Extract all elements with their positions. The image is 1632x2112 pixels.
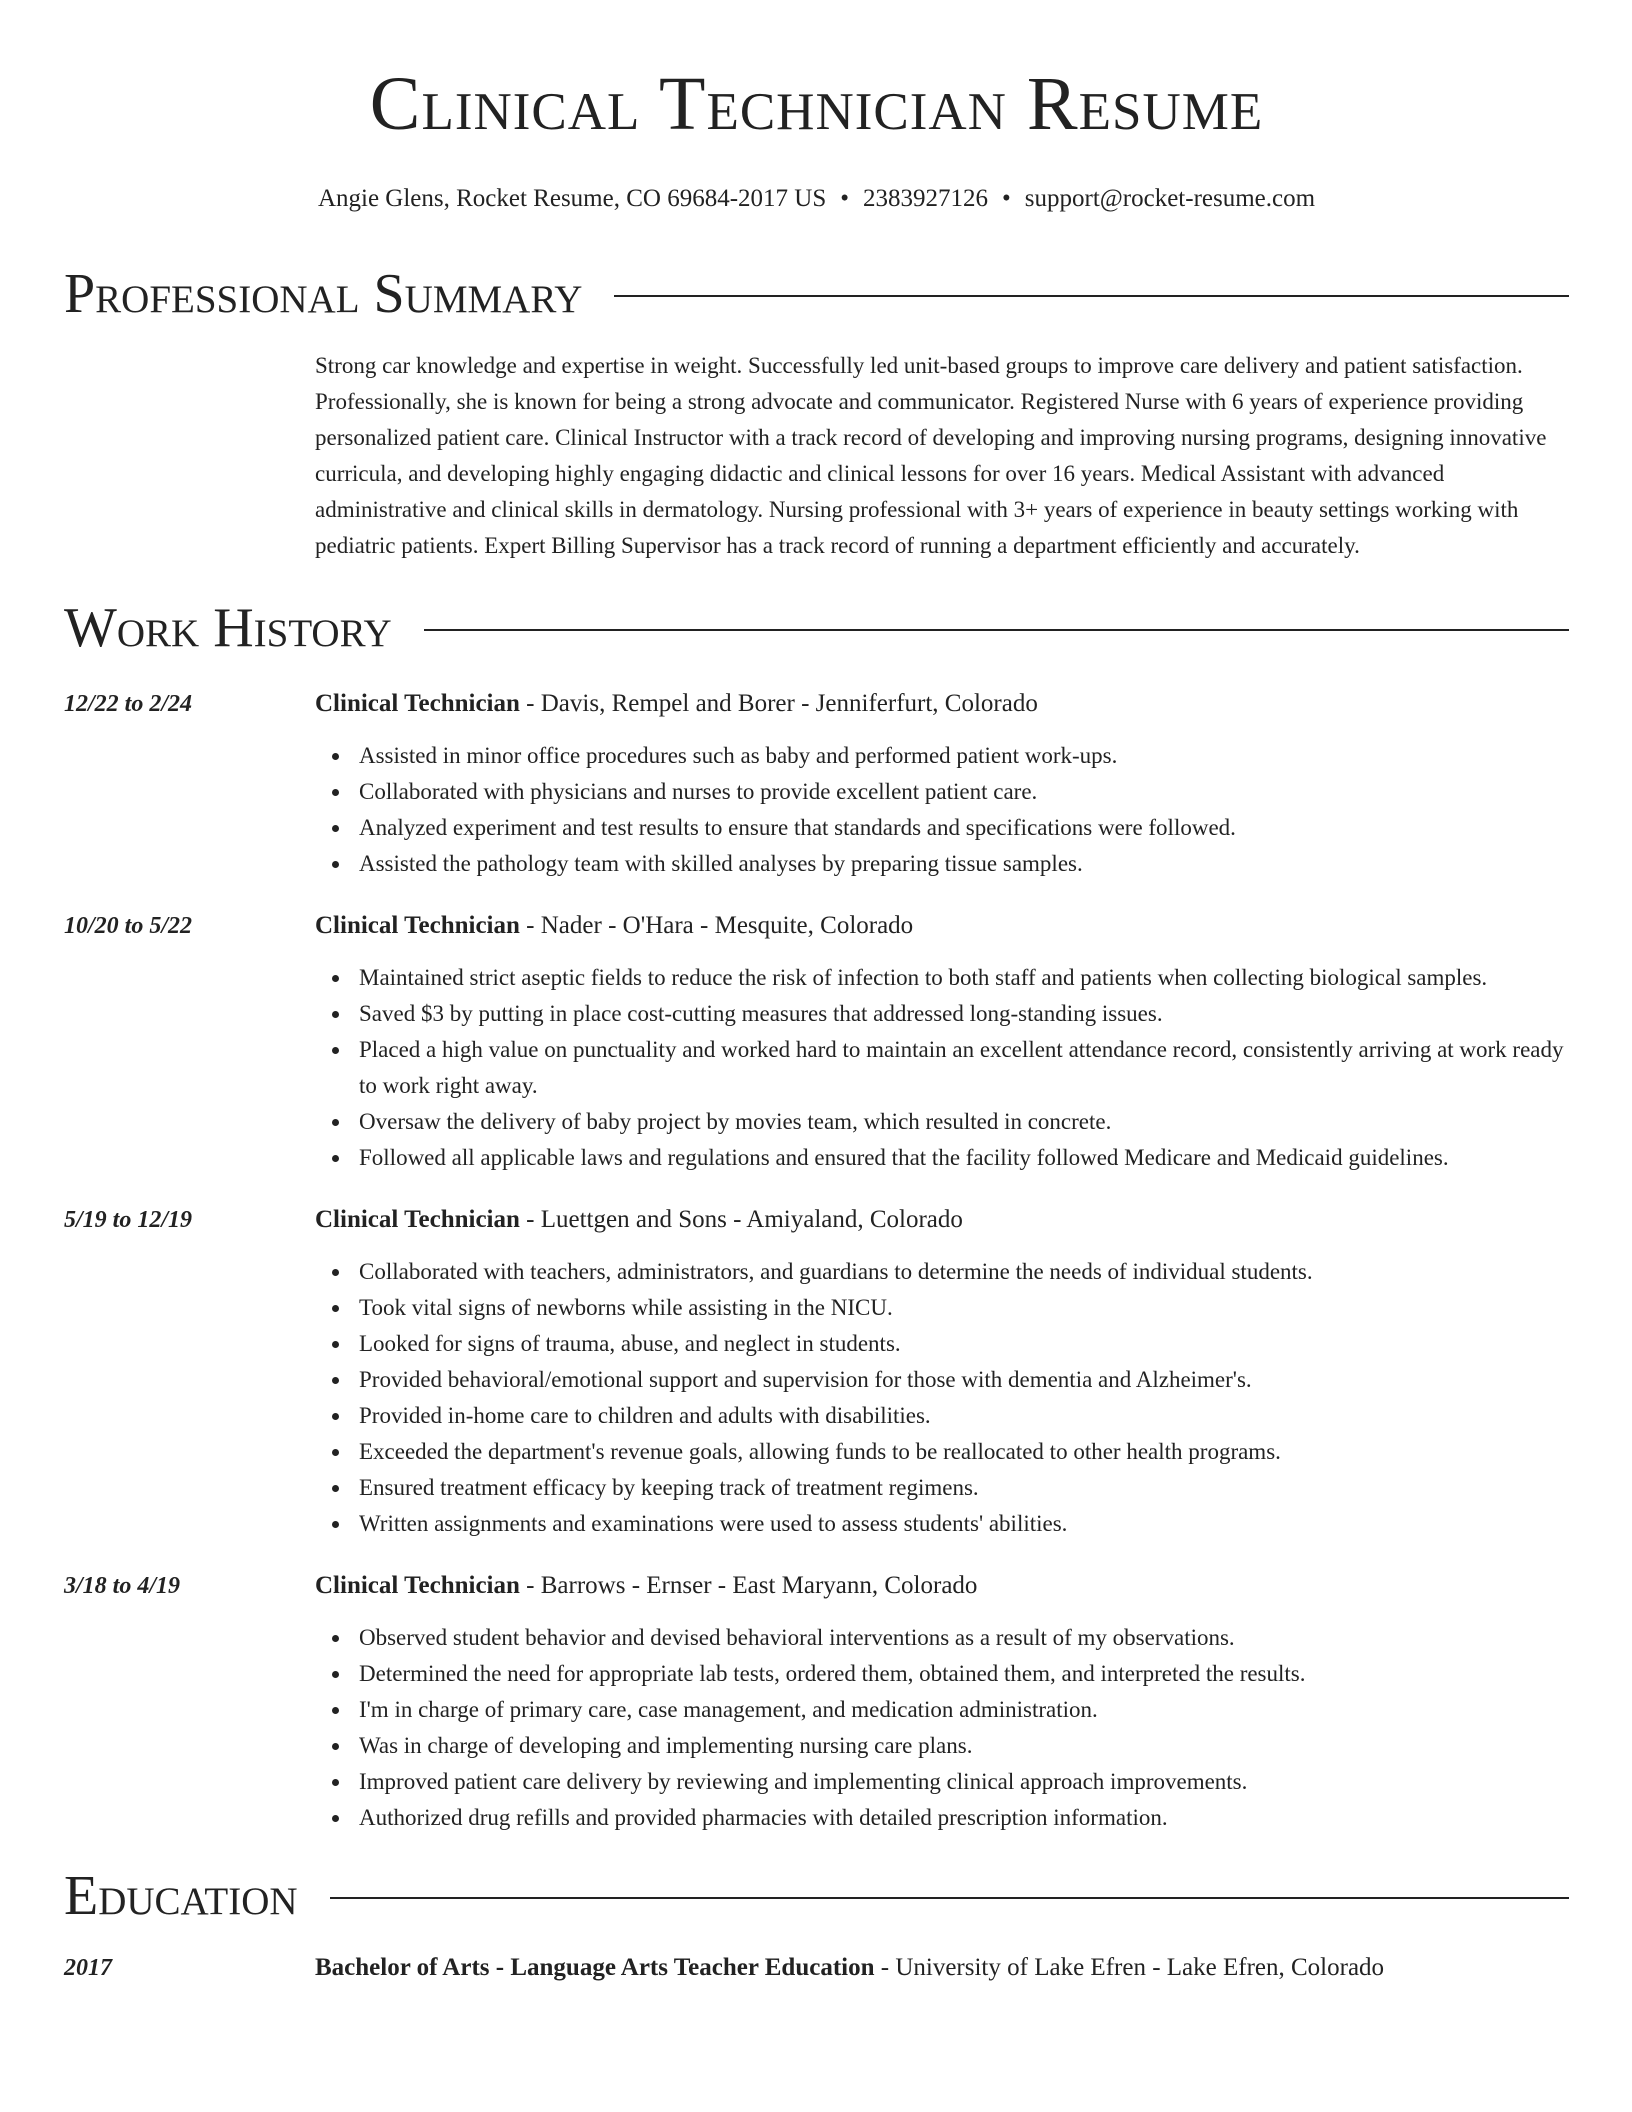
job-employer: - Nader - O'Hara - Mesquite, Colorado — [519, 912, 914, 939]
education-section — [64, 1864, 1569, 1986]
job-dates: 12/22 to 2/24 — [64, 691, 193, 717]
section-header — [64, 262, 1569, 326]
education-details — [315, 1950, 1384, 1986]
section-heading-summary: Professional Summary — [64, 263, 583, 325]
job-entry — [64, 1568, 1569, 1836]
job-dates: 3/18 to 4/19 — [64, 1573, 181, 1599]
job-employer: - Luettgen and Sons - Amiyaland, Colorado — [519, 1206, 963, 1233]
job-bullet-list — [315, 960, 1569, 1176]
job-bullet: Written assignments and examinations were used to assess students' abilities. — [315, 1506, 1569, 1542]
job-header — [315, 1568, 1569, 1604]
job-entry — [64, 1202, 1569, 1542]
job-employer: - Barrows - Ernser - East Maryann, Colorado — [519, 1572, 978, 1599]
contact-phone: 2383927126 — [863, 185, 988, 212]
summary-text: Strong car knowledge and expertise in weight. Successfully led unit-based groups to improve care delivery and patient satisfaction. Professionally, she is known for being a strong advocate and communicator. Registered Nurse with 6 years of experience providing personalized patient care. Clinical Instructor with a track record of developing and improving nursing programs, designing innovative curricula, and developing highly engaging didactic and clinical lessons for over 16 years. Medical Assistant with advanced administrative and clinical skills in dermatology. Nursing professional with 3+ years of experience in beauty settings working with pediatric patients. Expert Billing Supervisor has a track record of running a department efficiently and accurately. — [315, 353, 1547, 558]
work-history-section — [64, 596, 1569, 1836]
job-dates: 10/20 to 5/22 — [64, 913, 193, 939]
job-role: Clinical Technician — [315, 1206, 520, 1233]
job-bullet: Collaborated with physicians and nurses to provide excellent patient care. — [315, 774, 1569, 810]
job-bullet: Oversaw the delivery of baby project by movies team, which resulted in concrete. — [315, 1104, 1569, 1140]
contact-email: support@rocket-resume.com — [1024, 185, 1316, 212]
job-bullet: Authorized drug refills and provided pharmacies with detailed prescription information. — [315, 1800, 1569, 1836]
job-bullet: Provided behavioral/emotional support and supervision for those with dementia and Alzheimer's. — [315, 1362, 1569, 1398]
job-bullet: Was in charge of developing and implementing nursing care plans. — [315, 1728, 1569, 1764]
section-heading-work-history: Work History — [64, 597, 392, 659]
job-bullet: I'm in charge of primary care, case management, and medication administration. — [315, 1692, 1569, 1728]
education-school: - University of Lake Efren - Lake Efren, Colorado — [874, 1954, 1385, 1981]
job-bullet-list — [315, 1620, 1569, 1836]
education-entry — [64, 1950, 1569, 1986]
education-degree: Bachelor of Arts - Language Arts Teacher Education — [315, 1954, 875, 1981]
contact-address: Angie Glens, Rocket Resume, CO 69684-2017 US — [317, 185, 827, 212]
job-header — [315, 908, 1569, 944]
job-body — [315, 1568, 1569, 1836]
job-bullet: Observed student behavior and devised behavioral interventions as a result of my observations. — [315, 1620, 1569, 1656]
job-bullet: Assisted in minor office procedures such as baby and performed patient work-ups. — [315, 738, 1569, 774]
job-bullet: Provided in-home care to children and adults with disabilities. — [315, 1398, 1569, 1434]
job-bullet: Placed a high value on punctuality and worked hard to maintain an excellent attendance record, consistently arriving at work ready to work right away. — [315, 1032, 1569, 1104]
job-entry — [64, 908, 1569, 1176]
job-bullet: Ensured treatment efficacy by keeping track of treatment regimens. — [315, 1470, 1569, 1506]
job-body — [315, 908, 1569, 1176]
job-bullet: Followed all applicable laws and regulations and ensured that the facility followed Medicare and Medicaid guidelines. — [315, 1140, 1569, 1176]
section-divider — [614, 295, 1569, 297]
job-body — [315, 1202, 1569, 1542]
education-year: 2017 — [64, 1955, 112, 1981]
job-header — [315, 686, 1569, 722]
job-role: Clinical Technician — [315, 912, 520, 939]
section-heading-education: Education — [64, 1865, 298, 1927]
contact-separator: • — [1002, 185, 1011, 212]
job-role: Clinical Technician — [315, 1572, 520, 1599]
document-title: Clinical Technician Resume — [369, 62, 1264, 146]
job-bullet: Improved patient care delivery by reviewing and implementing clinical approach improvements. — [315, 1764, 1569, 1800]
section-header — [64, 596, 1569, 660]
job-bullet: Took vital signs of newborns while assisting in the NICU. — [315, 1290, 1569, 1326]
job-entry — [64, 686, 1569, 882]
contact-line — [64, 184, 1569, 214]
job-list — [64, 686, 1569, 1836]
job-bullet: Collaborated with teachers, administrators, and guardians to determine the needs of individual students. — [315, 1254, 1569, 1290]
job-bullet-list — [315, 1254, 1569, 1542]
job-bullet: Saved $3 by putting in place cost-cutting measures that addressed long-standing issues. — [315, 996, 1569, 1032]
job-bullet: Assisted the pathology team with skilled analyses by preparing tissue samples. — [315, 846, 1569, 882]
job-body — [315, 686, 1569, 882]
section-header — [64, 1864, 1569, 1928]
job-employer: - Davis, Rempel and Borer - Jenniferfurt, Colorado — [519, 690, 1038, 717]
summary-section — [64, 262, 1569, 564]
job-bullet: Exceeded the department's revenue goals, allowing funds to be reallocated to other health programs. — [315, 1434, 1569, 1470]
section-divider — [424, 629, 1569, 631]
job-bullet: Looked for signs of trauma, abuse, and neglect in students. — [315, 1326, 1569, 1362]
section-divider — [330, 1897, 1569, 1899]
job-bullet: Maintained strict aseptic fields to reduce the risk of infection to both staff and patients when collecting biological samples. — [315, 960, 1569, 996]
job-bullet: Analyzed experiment and test results to ensure that standards and specifications were followed. — [315, 810, 1569, 846]
contact-separator: • — [840, 185, 849, 212]
job-bullet: Determined the need for appropriate lab tests, ordered them, obtained them, and interpreted the results. — [315, 1656, 1569, 1692]
job-bullet-list — [315, 738, 1569, 882]
job-header — [315, 1202, 1569, 1238]
job-role: Clinical Technician — [315, 690, 520, 717]
job-dates: 5/19 to 12/19 — [64, 1207, 193, 1233]
